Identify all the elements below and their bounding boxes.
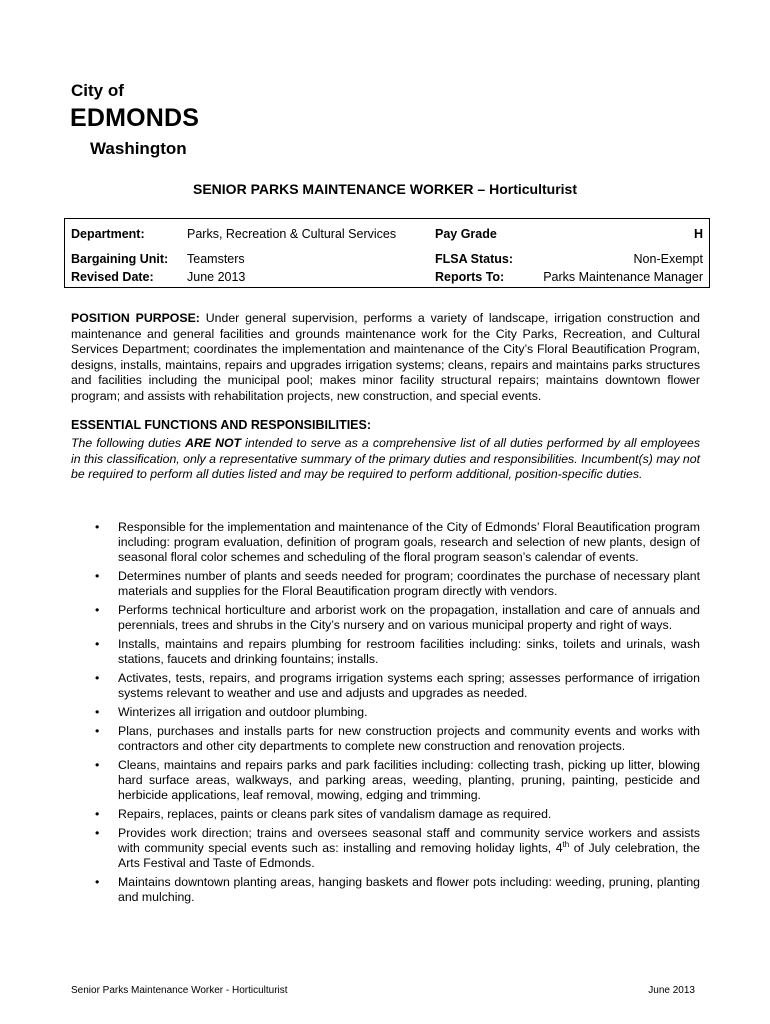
list-item: • Plans, purchases and installs parts for new construction projects and community events and works with contractors and other city departments to complete new construction and renovation projects. <box>95 724 700 754</box>
flsa-status-label: FLSA Status: <box>435 252 514 266</box>
list-item: • Responsible for the implementation and maintenance of the City of Edmonds’ Floral Beautification program including: program evaluation, definition of program goals, research and selection of new plants, design of seasonal floral color schemes and scheduling of the floral program season’s calendar of events. <box>95 520 700 565</box>
list-item: • Performs technical horticulture and arborist work on the propagation, installation and care of annuals and perennials, trees and shrubs in the City’s nursery and on various municipal property and right of ways. <box>95 603 700 633</box>
position-purpose-label: POSITION PURPOSE: <box>71 311 200 325</box>
list-item: • Cleans, maintains and repairs parks and park facilities including: collecting trash, picking up litter, blowing hard surface areas, walkways, and parking areas, weeding, planting, pruning, painting, pesticide and herbicide applications, leaf removal, mowing, edging and trimming. <box>95 758 700 803</box>
city-of-label: City of <box>71 81 124 100</box>
position-purpose <box>71 311 700 404</box>
footer-title: Senior Parks Maintenance Worker - Horticulturist <box>71 985 288 996</box>
job-info-table <box>64 218 710 288</box>
list-item: • Winterizes all irrigation and outdoor plumbing. <box>95 705 368 720</box>
department-label: Department: <box>71 227 145 241</box>
city-name: EDMONDS <box>70 104 200 132</box>
list-item: • Determines number of plants and seeds needed for program; coordinates the purchase of necessary plant materials and supplies for the Floral Beautification program directly with vendors. <box>95 569 700 599</box>
position-purpose-text: Under general supervision, performs a variety of landscape, irrigation construction and maintenance and general facilities and grounds maintenance work for the City Parks, Recreation, and Cultural Services Department; coordinates the implementation and maintenance of the City’s Floral Beautification Program, designs, installs, maintains, repairs and upgrades irrigation systems; cleans, repairs and maintains parks structures and facilities including the municipal pool; makes minor facility structural repairs; maintains downtown flower program; and assists with rehabilitation projects, new construction, and special events. <box>71 311 700 403</box>
flsa-status-value: Non-Exempt <box>633 252 703 266</box>
footer-date: June 2013 <box>648 985 695 996</box>
essential-functions-intro: The following duties ARE NOT intended to serve as a comprehensive list of all duties performed by all employees in this classification, only a representative summary of the primary duties and responsibilities. Incumbent(s) may not be required to perform all duties listed and may be required to perform additional, position-specific duties. <box>71 436 700 481</box>
bargaining-unit-value: Teamsters <box>187 252 245 266</box>
list-item: • Installs, maintains and repairs plumbing for restroom facilities including: sinks, toilets and urinals, wash stations, faucets and drinking fountains; installs. <box>95 637 700 667</box>
revised-date-value: June 2013 <box>187 270 246 284</box>
document-title: SENIOR PARKS MAINTENANCE WORKER – Horticulturist <box>193 181 577 197</box>
are-not-emphasis: ARE NOT <box>185 436 242 450</box>
reports-to-value: Parks Maintenance Manager <box>543 270 703 284</box>
duties-list <box>71 520 700 909</box>
list-item: • Repairs, replaces, paints or cleans park sites of vandalism damage as required. <box>95 807 552 822</box>
bargaining-unit-label: Bargaining Unit: <box>71 252 169 266</box>
list-item: • Activates, tests, repairs, and programs irrigation systems each spring; assesses performance of irrigation systems relevant to weather and use and adjusts and upgrades as needed. <box>95 671 700 701</box>
list-item: • Provides work direction; trains and oversees seasonal staff and community service workers and assists with community special events such as: installing and removing holiday lights, 4th of July celebration, the Arts Festival and Taste of Edmonds. <box>95 826 700 871</box>
department-value: Parks, Recreation & Cultural Services <box>187 227 397 241</box>
pay-grade-value: H <box>693 227 703 241</box>
reports-to-label: Reports To: <box>435 270 505 284</box>
state-name: Washington <box>90 139 187 158</box>
pay-grade-label: Pay Grade <box>435 227 497 241</box>
essential-functions-heading: ESSENTIAL FUNCTIONS AND RESPONSIBILITIES: <box>71 418 372 432</box>
revised-date-label: Revised Date: <box>71 270 154 284</box>
list-item: • Maintains downtown planting areas, hanging baskets and flower pots including: weeding, pruning, planting and mulching. <box>95 875 700 905</box>
